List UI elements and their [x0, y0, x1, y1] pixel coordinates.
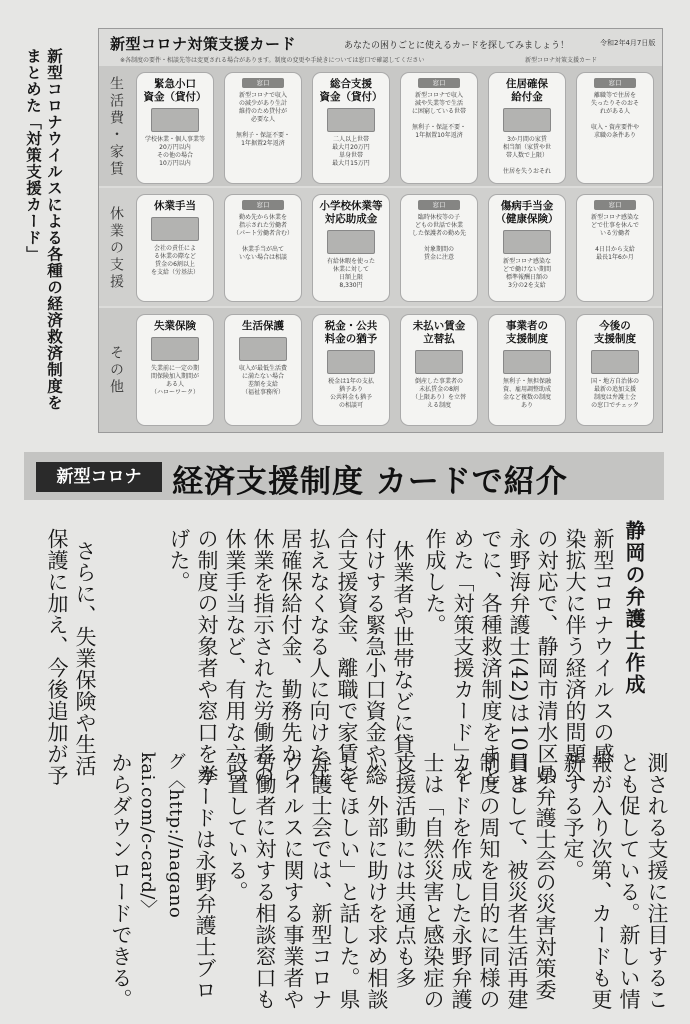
subheadline: 静岡の弁護士作成	[622, 520, 646, 696]
card-illustration-icon	[591, 350, 639, 374]
card-body: 新型コロナで収入 減や失業等で生活 に困窮している世帯 無利子・保証不要・ 1年据置10年返済	[411, 92, 466, 139]
article-column: 新型コロナウイルスの感	[591, 528, 615, 765]
support-card	[136, 72, 214, 184]
card-body: 勤め先から休業を 指示された労働者 （パート労働者含む） 休業手当が出て いない場合は相談	[232, 214, 293, 261]
article-column: 休業手当など、有用な六つ	[223, 528, 247, 786]
article-column: カードは永野弁護士ブロ	[193, 764, 217, 1001]
card-illustration-icon	[151, 108, 199, 132]
card-body: 離職等で住居を 失ったりそのおそ れがある人 収入・資産要件や 求職の条件あり	[590, 92, 639, 139]
card-title: 失業保険	[154, 320, 196, 332]
card-tag: 窓口	[242, 78, 284, 88]
card-body: 無利子・無担保融 資、雇用調整助成 金など複数の制度 あり	[502, 378, 551, 409]
article-column: い。外部に助けを求め相談	[365, 752, 389, 1010]
support-card	[224, 194, 302, 302]
card-illustration-icon	[239, 337, 287, 361]
card-illustration-icon	[327, 230, 375, 254]
support-card	[136, 194, 214, 302]
row-label-living: 生活費・家賃	[108, 76, 124, 178]
headline-tag: 新型コロナ	[36, 462, 162, 492]
figure-title: 新型コロナ対策支援カード	[110, 35, 297, 53]
card-body: 会社の責任によ る休業の際など 賃金の6割以上 を支給（労基法）	[150, 245, 199, 276]
article-column: 県弁護士会の災害対策委	[533, 764, 557, 1001]
card-body: 臨時休校等の子 どもの世話で休業 した保護者の勤め先 対象期間の 賃金に注意	[411, 214, 466, 261]
card-body: 失業前に一定の期 間保険加入期間が ある人 （ハローワーク）	[150, 365, 199, 396]
support-card	[400, 72, 478, 184]
card-tag: 窓口	[418, 200, 460, 210]
article-column: の対応で、静岡市清水区の	[535, 528, 559, 786]
card-body: 3か月間の家賃 相当額（家賃や世 帯人数で上限） 住居を失うおそれ	[502, 136, 551, 175]
support-card	[488, 194, 566, 302]
article-column: 居確保給付金、勤務先から	[279, 528, 303, 786]
article-column: の制度の対象者や窓口を挙	[195, 528, 219, 786]
article-column: 休業を指示された労働者の	[251, 528, 275, 786]
support-card	[400, 194, 478, 302]
support-card	[224, 314, 302, 426]
card-body: 倒産した事業者の 未払賃金の8割 （上限あり）を立替 える制度	[411, 378, 466, 409]
card-body: 新型コロナで収入 の減少があり生計 維持のため貸付が 必要な人 無利子・保証不要・ 1年据置2年返済	[235, 92, 290, 147]
card-title: 今後の 支援制度	[594, 320, 636, 345]
article-column: 員として、被災者生活再建	[505, 752, 529, 1010]
card-title: 事業者の 支援制度	[506, 320, 548, 345]
article-column: してほしい」と話した。県	[337, 752, 361, 1010]
card-title: 休業手当	[154, 200, 196, 212]
card-title: 緊急小口 資金（貸付）	[143, 78, 207, 103]
card-title: 総合支援 資金（貸付）	[319, 78, 383, 103]
article-column: 設置している。	[225, 752, 249, 903]
card-illustration-icon	[151, 337, 199, 361]
article-column: 永野海弁護士(42)は10日ま	[507, 528, 531, 795]
support-card	[312, 314, 390, 426]
article-column: グ〈http://nagano	[165, 752, 186, 919]
article-column: 報が入り次第、カードも更	[589, 752, 613, 1010]
card-illustration-icon	[415, 350, 463, 374]
support-card	[312, 194, 390, 302]
headline: 経済支援制度 カードで紹介	[172, 464, 568, 500]
figure-date: 令和2年4月7日版	[600, 39, 656, 47]
article-column: 休業者や世帯などに貸し	[391, 540, 415, 777]
article-column: カードを作成した永野弁護	[449, 752, 473, 1010]
card-title: 生活保護	[242, 320, 284, 332]
card-illustration-icon	[327, 350, 375, 374]
support-card	[136, 314, 214, 426]
card-tag: 窓口	[594, 78, 636, 88]
card-title: 税金・公共 料金の猶予	[324, 320, 378, 345]
support-card	[576, 194, 654, 302]
card-tag: 窓口	[242, 200, 284, 210]
article-column: さらに、失業保険や生活	[73, 540, 97, 777]
article-column: げた。	[167, 528, 191, 593]
card-illustration-icon	[151, 217, 199, 241]
article-column: とも促している。新しい情	[617, 752, 641, 1010]
card-tag: 窓口	[594, 200, 636, 210]
card-tag: 窓口	[418, 78, 460, 88]
card-illustration-icon	[327, 108, 375, 132]
figure-caption: 新型コロナウイルスによる各種の経済救済制度を まとめた「対策支援カード」	[24, 48, 63, 411]
article-column: 保護に加え、今後追加が予	[45, 528, 69, 786]
figure-note: ※各制度の要件・相談先等は変更される場合があります。制度の変更や手続きについては窓口で確認してください	[120, 57, 425, 64]
support-card	[576, 72, 654, 184]
card-illustration-icon	[503, 108, 551, 132]
article-column: 染拡大に伴う経済的問題へ	[563, 528, 587, 786]
row-label-other: その他	[108, 344, 124, 396]
card-title: 傷病手当金 （健康保険）	[495, 200, 559, 225]
article-column: 労働者に対する相談窓口も	[253, 752, 277, 1010]
article-column: めた「対策支援カード」を	[451, 528, 475, 786]
row-label-leave: 休業の支援	[108, 205, 124, 291]
card-body: 新型コロナ感染な どで仕事を休んで いる労働者 4日目から支給 最長1年6か月	[590, 214, 639, 261]
article-column: kai.com/c-card/〉	[137, 752, 158, 919]
article-column: でに、各種救済制度をまと	[479, 528, 503, 786]
card-body: 学校休業・個人事業等 20万円以内 その他の場合 10万円以内	[144, 136, 205, 167]
card-illustration-icon	[503, 230, 551, 254]
article-column: 付けする緊急小口資金や総	[363, 528, 387, 786]
card-title: 未払い賃金 立替払	[412, 320, 466, 345]
article-column: 新する予定。	[561, 752, 585, 881]
article-column: ウイルスに関する事業者や	[281, 752, 305, 1010]
article-column: 支援活動には共通点も多	[393, 752, 417, 989]
card-illustration-icon	[503, 350, 551, 374]
figure-note-right: 新型コロナ対策支援カード	[525, 57, 598, 64]
article-column: 測される支援に注目するこ	[645, 752, 669, 1010]
card-body: 国・地方自治体の 最新の追加支援 制度は弁護士会 の窓口でチェック	[590, 378, 639, 409]
card-body: 税金は1年の支払 猶予あり 公共料金も猶予 の相談可	[328, 378, 374, 409]
card-body: 新型コロナ感染な どで働けない期間 標準報酬日額の 3分の2を支給	[502, 258, 551, 289]
card-body: 有給休暇を使った 休業に対して 日額上限 8,330円	[326, 258, 375, 289]
support-card	[576, 314, 654, 426]
article-column: 制度の周知を目的に同様の	[477, 752, 501, 1010]
card-body: 収入が最低生活費 に満たない場合 差額を支給 （福祉事務所）	[238, 365, 287, 396]
support-card	[488, 72, 566, 184]
support-card	[312, 72, 390, 184]
article-column: 士は「自然災害と感染症の	[421, 752, 445, 1010]
figure-subtitle: あなたの困りごとに使えるカードを探してみましょう！	[344, 41, 570, 51]
support-card	[400, 314, 478, 426]
article-column: 払えなくなる人に向けた住	[307, 528, 331, 786]
article-column: 合支援資金、離職で家賃を	[335, 528, 359, 786]
card-body: 二人以上世帯 最大月20万円 単身世帯 最大月15万円	[332, 136, 370, 167]
article-column: 弁護士会では、新型コロナ	[309, 752, 333, 1010]
support-card	[488, 314, 566, 426]
card-title: 小学校休業等 対応助成金	[319, 200, 383, 225]
article-column: からダウンロードできる。	[109, 752, 133, 1010]
card-title: 住居確保 給付金	[506, 78, 548, 103]
support-card	[224, 72, 302, 184]
article-column: 作成した。	[423, 528, 447, 636]
